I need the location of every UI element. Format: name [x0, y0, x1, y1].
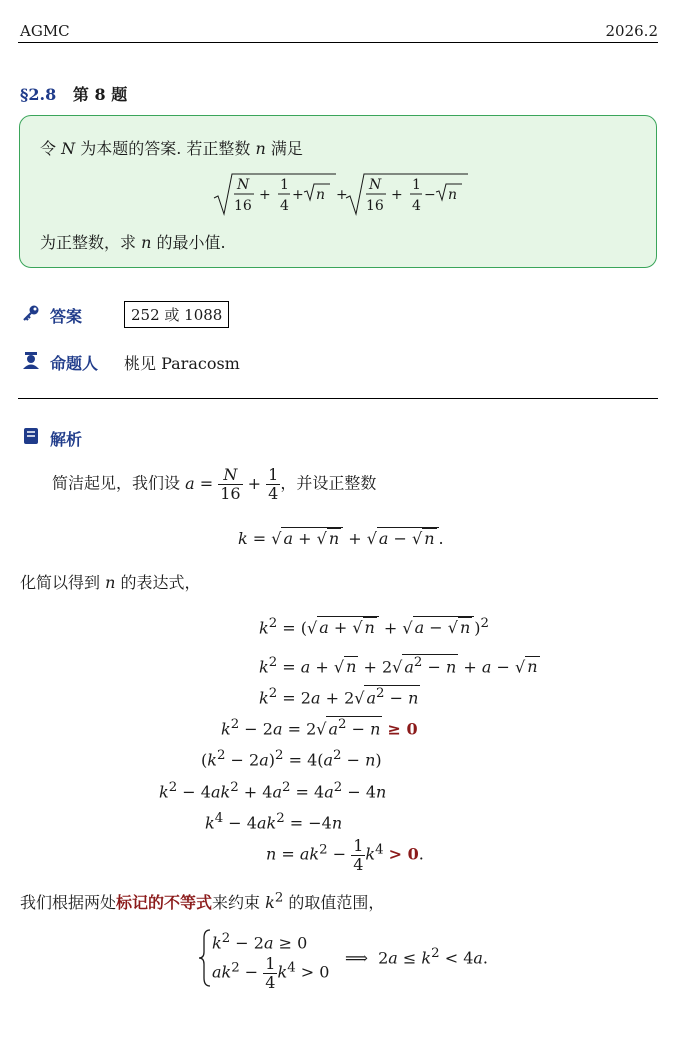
- equation-step-7: $k^4 - 4ak^2 = -4n$: [205, 811, 343, 833]
- section-divider: [18, 398, 658, 399]
- svg-text:1: 1: [280, 177, 289, 193]
- svg-text:16: 16: [366, 198, 384, 214]
- author-label: 命题人: [50, 354, 99, 373]
- system-ineq-2: $ak^2$ − $\frac{1}{4}$ $k^4 > 0$: [212, 954, 330, 992]
- svg-text:n: n: [448, 187, 458, 203]
- equation-step-4: $k^2 - 2a = 2√$ $a^2 - n \ge 0$: [221, 717, 418, 739]
- equation-step-3: $k^2 = 2a + 2√$ $a^2 - n$: [259, 686, 419, 708]
- constraint-text: 我们根据两处标记的不等式来约束 $k^2$ 的取值范围，: [20, 890, 385, 912]
- system-ineq-1: $k^2 - 2a \ge 0$: [212, 931, 308, 953]
- problem-equation: [212, 170, 472, 222]
- problem-title: 第 8 题: [72, 85, 128, 104]
- simplify-text: 化简以得到 n 的表达式，: [20, 573, 201, 592]
- answer-label: 答案: [50, 307, 83, 326]
- book-icon: [22, 427, 40, 449]
- svg-text:4: 4: [280, 198, 289, 214]
- header-rule: [18, 42, 658, 43]
- problem-line-3: 为正整数，求 n 的最小值.: [40, 233, 226, 252]
- solution-label: 解析: [50, 430, 83, 449]
- svg-text:4: 4: [412, 198, 421, 214]
- equation-step-8: $n = ak^2$ − $\frac{1}{4}$ $k^4 > 0$.: [266, 836, 424, 874]
- problem-line-1: 令 N 为本题的答案. 若正整数 n 满足: [40, 139, 303, 158]
- svg-text:−: −: [424, 187, 436, 203]
- svg-text:16: 16: [234, 198, 252, 214]
- svg-text:+: +: [292, 187, 304, 203]
- equation-step-6: $k^2 - 4ak^2 + 4a^2 = 4a^2 - 4n$: [159, 780, 387, 802]
- brace-icon: [198, 928, 212, 992]
- header-date: 2026.2: [605, 22, 658, 40]
- svg-text:1: 1: [412, 177, 421, 193]
- user-icon: [22, 351, 40, 373]
- svg-text:+: +: [336, 187, 348, 203]
- answer-value: 252 或 1088: [124, 301, 229, 328]
- svg-text:N: N: [237, 177, 250, 193]
- svg-text:+: +: [259, 187, 271, 203]
- equation-k-def: k = √ a + √ n + √ a − √ n .: [238, 529, 444, 548]
- equation-step-1: $k^2$ = (√ a + √ n + √ a − √ n )$^2$: [259, 616, 489, 638]
- header-journal: AGMC: [20, 22, 70, 40]
- svg-text:+: +: [391, 187, 403, 203]
- section-title: [20, 82, 127, 105]
- system-result: ⟹ $2a \le k^2 < 4a$.: [345, 946, 489, 968]
- key-icon: [22, 304, 40, 326]
- solution-intro: 简洁起见，我们设 a = $\frac{N}{16}$ + $\frac{1}{4}$ ，并设正整数: [52, 465, 377, 503]
- svg-text:N: N: [369, 177, 382, 193]
- section-number: §2.8: [20, 85, 57, 104]
- svg-text:n: n: [316, 187, 326, 203]
- equation-step-2: $k^2 = a$ + √ n + 2√ $a^2 - n + a$ − √ n: [259, 655, 538, 677]
- author-value: 桃见 Paracosm: [124, 354, 240, 373]
- equation-step-5: $(k^2 - 2a)^2 = 4(a^2 - n)$: [201, 748, 382, 770]
